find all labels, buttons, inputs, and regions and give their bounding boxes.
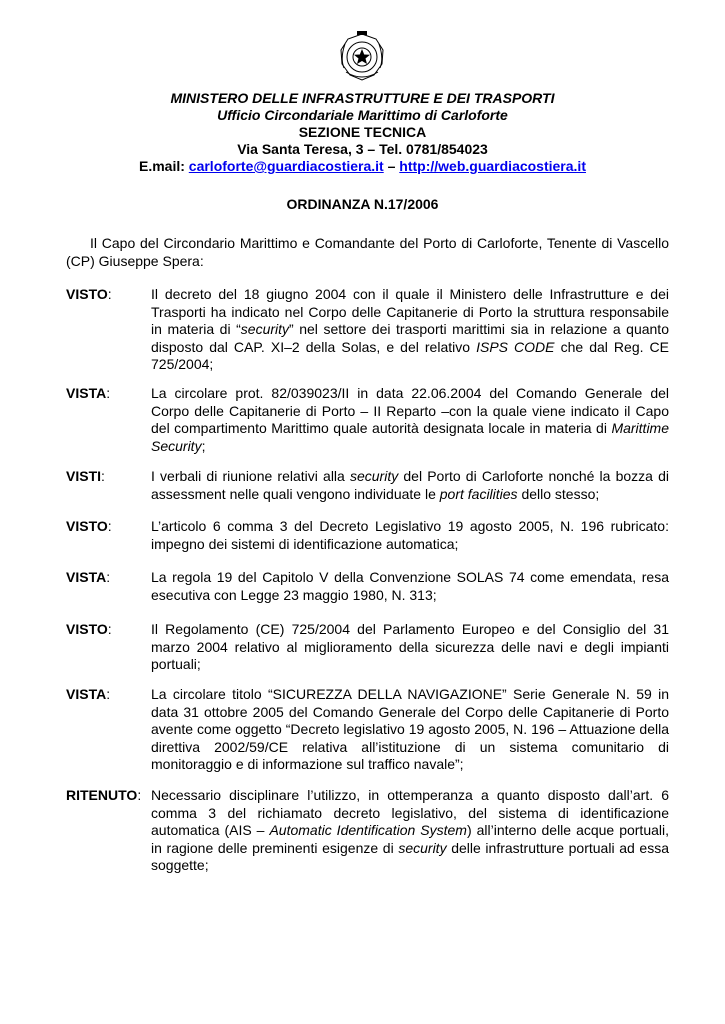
intro-paragraph: Il Capo del Circondario Marittimo e Comandante del Porto di Carloforte, Tenente di Vascello (CP) Giuseppe Spera: [66,235,669,269]
recital-vista-1: VISTA: La circolare prot. 82/039023/II in data 22.06.2004 del Comando Generale del Corpo delle Capitanerie di Porto – II Reparto –con la quale viene indicato il Capo del compartimento Marittimo quale autorità designata locale in materia di Marittime Security; [66,385,669,454]
recital-label: VISTO [66,518,108,534]
recital-visto-2: VISTO: L’articolo 6 comma 3 del Decreto Legislativo 19 agosto 2005, N. 196 rubricato: impegno dei sistemi di identificazione automatica; [66,518,669,552]
recital-text: Necessario disciplinare l’utilizzo, in ottemperanza a quanto disposto dall’art. 6 comma 3 del richiamato decreto legislativo, del sistema di identificazione automatica (AIS – Automatic Identification System) all’interno delle acque portuali, in ragione delle preminenti esigenze di security delle infrastrutture portuali ad essa soggette; [151,787,669,873]
office-name: Ufficio Circondariale Marittimo di Carloforte [217,107,508,123]
recital-text: I verbali di riunione relativi alla security del Porto di Carloforte nonché la bozza di assessment nelle quali vengono individuate le port facilities dello stesso; [151,468,669,502]
recital-ritenuto: RITENUTO: Necessario disciplinare l’utilizzo, in ottemperanza a quanto disposto dall’art. 6 comma 3 del richiamato decreto legislativo, del sistema di identificazione automatica (AIS – Automatic Identification System) all’interno delle acque portuali, in ragione delle preminenti esigenze di security delle infrastrutture portuali ad essa soggette; [66,787,669,873]
recital-visto-3: VISTO: Il Regolamento (CE) 725/2004 del Parlamento Europeo e del Consiglio del 31 marzo 2004 relativo al miglioramento della sicurezza delle navi e degli impianti portuali; [66,621,669,672]
section-name: SEZIONE TECNICA [298,124,427,140]
recital-vista-3: VISTA: La circolare titolo “SICUREZZA DELLA NAVIGAZIONE” Serie Generale N. 59 in data 31 ottobre 2005 del Comando Generale del Corpo delle Capitanerie di Porto avente come oggetto “Decreto legislativo 19 agosto 2005, N. 196 – Attuazione della direttiva 2002/59/CE relativa all’istituzione di un sistema comunitario di monitoraggio e di informazione sul traffico navale”; [66,686,669,772]
republic-emblem-icon [336,30,388,85]
recital-text: Il Regolamento (CE) 725/2004 del Parlamento Europeo e del Consiglio del 31 marzo 2004 relativo al miglioramento della sicurezza delle navi e degli impianti portuali; [151,621,669,672]
recital-label: VISTA [66,385,107,401]
email-link[interactable]: carloforte@guardiacostiera.it [188,158,384,174]
recital-label: VISTA [66,569,107,585]
recital-visti: VISTI: I verbali di riunione relativi alla security del Porto di Carloforte nonché la bozza di assessment nelle quali vengono individuate le port facilities dello stesso; [66,468,669,502]
recital-text: Il decreto del 18 giugno 2004 con il quale il Ministero delle Infrastrutture e dei Trasporti ha indicato nel Corpo delle Capitanerie di Porto la struttura responsabile in materia di “security” nel settore dei trasporti marittimi sia in relazione a quanto disposto dal CAP. XI–2 della Solas, e del relativo ISPS CODE che dal Reg. CE 725/2004; [151,286,670,372]
contact-line [60,158,665,175]
email-label: E.mail: [138,158,189,174]
recital-vista-2: VISTA: La regola 19 del Capitolo V della Convenzione SOLAS 74 come emendata, resa esecutiva con Legge 23 maggio 1980, N. 313; [66,569,669,603]
recital-label: VISTO [66,621,108,637]
separator: – [383,158,400,174]
ministry-title: MINISTERO DELLE INFRASTRUTTURE E DEI TRASPORTI [170,90,555,106]
recital-text: La regola 19 del Capitolo V della Convenzione SOLAS 74 come emendata, resa esecutiva con Legge 23 maggio 1980, N. 313; [151,569,669,603]
recital-text: La circolare titolo “SICUREZZA DELLA NAVIGAZIONE” Serie Generale N. 59 in data 31 ottobre 2005 del Comando Generale del Corpo delle Capitanerie di Porto avente come oggetto “Decreto legislativo 19 agosto 2005, N. 196 – Attuazione della direttiva 2002/59/CE relativa all’istituzione di un sistema comunitario di monitoraggio e di informazione sul traffico navale”; [151,686,669,772]
website-link[interactable]: http://web.guardiacostiera.it [399,158,586,174]
recital-label: VISTA [66,686,107,702]
recital-label: VISTO [66,286,108,302]
recital-text: La circolare prot. 82/039023/II in data 22.06.2004 del Comando Generale del Corpo delle Capitanerie di Porto – II Reparto –con la quale viene indicato il Capo del compartimento Marittimo quale autorità designata locale in materia di Marittime Security; [151,385,669,454]
recital-text: L’articolo 6 comma 3 del Decreto Legislativo 19 agosto 2005, N. 196 rubricato: impegno dei sistemi di identificazione automatica; [151,518,669,552]
recital-visto-1: VISTO: Il decreto del 18 giugno 2004 con il quale il Ministero delle Infrastrutture e dei Trasporti ha indicato nel Corpo delle Capitanerie di Porto la struttura responsabile in materia di “security” nel settore dei trasporti marittimi sia in relazione a quanto disposto dal CAP. XI–2 della Solas, e del relativo ISPS CODE che dal Reg. CE 725/2004; [66,286,670,372]
ordinance-title: ORDINANZA N.17/2006 [286,196,439,212]
address-line: Via Santa Teresa, 3 – Tel. 0781/854023 [237,141,488,157]
recital-label: VISTI [66,468,102,484]
recital-label: RITENUTO [66,787,138,803]
